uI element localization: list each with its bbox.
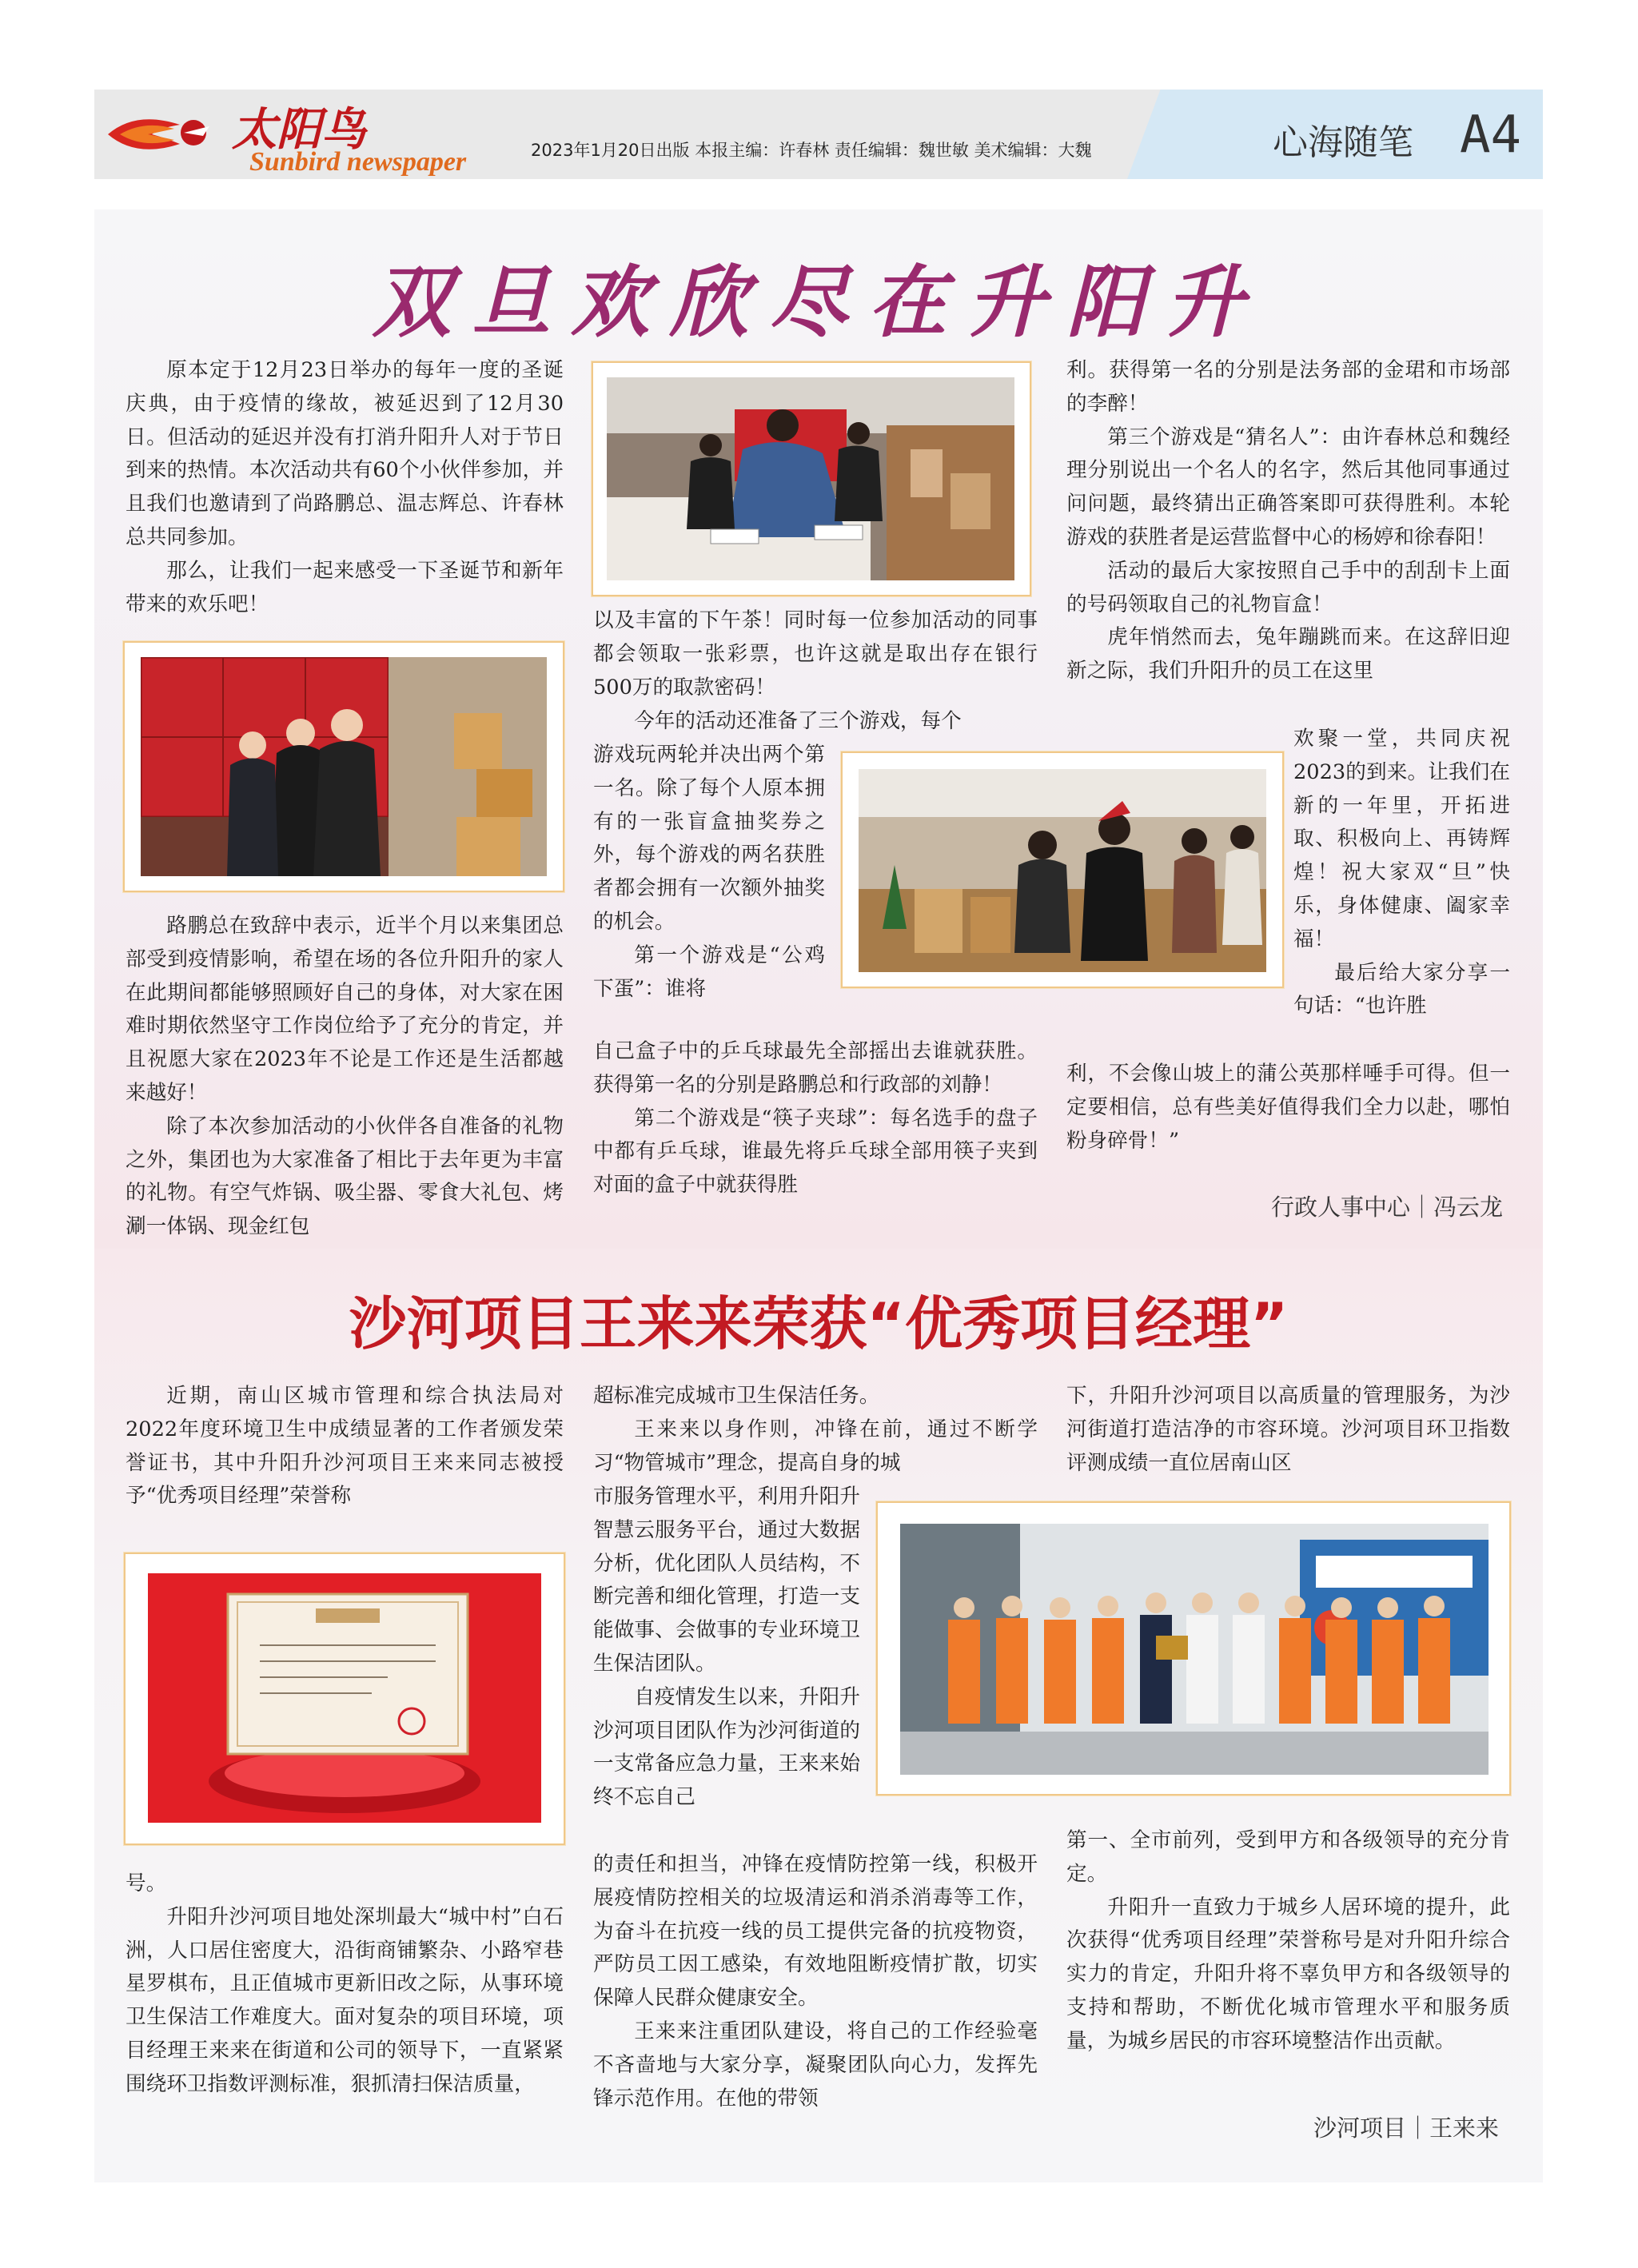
paragraph: 自疫情发生以来，升阳升沙河项目团队作为沙河街道的一支常备应急力量，王来来始终不忘自己 <box>593 1684 860 1810</box>
paragraph: 升阳升沙河项目地处深圳最大“城中村”白石洲，人口居住密度大，沿街商铺繁杂、小路窄巷星罗棋布，且正值城市更新旧改之际，从事环境卫生保洁工作难度大。面对复杂的项目环境，项目经理王来来在街道和公司的领导下，一直紧紧围绕环卫指数评测标准，狠抓清扫保洁质量， <box>126 1904 564 2096</box>
article1-title: 双旦欢欣尽在升阳升 <box>372 257 1265 349</box>
paragraph: 下，升阳升沙河项目以高质量的管理服务，为沙河街道打造洁净的市容环境。沙河项目环卫指数评测成绩一直位居南山区 <box>1066 1384 1510 1475</box>
article2-col1-bottom <box>126 1867 564 2102</box>
sunbird-logo-icon <box>104 102 216 166</box>
logo-chinese-name: 太阳鸟 <box>232 103 366 156</box>
paragraph: 利，不会像山坡上的蒲公英那样唾手可得。但一定要相信，总有些美好值得我们全力以赴，哪怕粉身碎骨！” <box>1066 1062 1510 1153</box>
article1-col3-top <box>1066 354 1510 688</box>
paragraph: 第二个游戏是“筷子夹球”：每名选手的盘子中都有乒乓球，谁最先将乒乓球全部用筷子夹到对面的盒子中就获得胜 <box>593 1106 1038 1198</box>
paragraph: 号。 <box>126 1871 167 1895</box>
paragraph: 市服务管理水平，利用升阳升智慧云服务平台，通过大数据分析，优化团队人员结构，不断完善和细化管理，打造一支能做事、会做事的专业环境卫生保洁团队。 <box>593 1485 860 1676</box>
paragraph: 游戏玩两轮并决出两个第一名。除了每个人原本拥有的一张盲盒抽奖券之外，每个游戏的两名获胜者都会拥有一次额外抽奖的机会。 <box>593 743 825 934</box>
article1-col2-wrap <box>593 739 825 1006</box>
article1-col2-bottom <box>593 1035 1038 1202</box>
paragraph: 王来来注重团队建设，将自己的工作经验毫不吝啬地与大家分享，凝聚团队向心力，发挥先锋示范作用。在他的带领 <box>593 2019 1038 2111</box>
photo-honor-certificate <box>148 1573 541 1823</box>
article2-col3-top <box>1066 1380 1510 1480</box>
article1-byline: 行政人事中心｜冯云龙 <box>1270 1194 1503 1221</box>
paragraph: 利。获得第一名的分别是法务部的金珺和市场部的李醉！ <box>1066 358 1510 416</box>
paragraph: 王来来以身作则，冲锋在前，通过不断学习“物管城市”理念，提高自身的城 <box>593 1417 1038 1475</box>
paragraph: 第一、全市前列，受到甲方和各级领导的充分肯定。 <box>1066 1828 1510 1886</box>
photo-frame <box>592 361 1031 596</box>
paragraph: 除了本次参加活动的小伙伴各自准备的礼物之外，集团也为大家准备了相比于去年更为丰富的礼物。有空气炸锅、吸尘器、零食大礼包、烤涮一体锅、现金红包 <box>126 1114 564 1239</box>
photo-gift-draw <box>859 769 1266 972</box>
paragraph: 最后给大家分享一句话：“也许胜 <box>1293 960 1510 1018</box>
paragraph: 活动的最后大家按照自己手中的刮刮卡上面的号码领取自己的礼物盲盒！ <box>1066 558 1510 616</box>
article1-col3-bottom <box>1066 1058 1510 1158</box>
paragraph: 欢聚一堂，共同庆祝2023的到来。让我们在新的一年里，开拓进取、积极向上、再铸辉煌！祝大家双“旦”快乐，身体健康、阖家幸福！ <box>1293 727 1510 951</box>
article2-col2-bottom <box>593 1848 1038 2115</box>
article2-col3-bottom <box>1066 1824 1510 2059</box>
paragraph: 虎年悄然而去，兔年蹦跳而来。在这辞旧迎新之际，我们升阳升的员工在这里 <box>1066 625 1510 684</box>
paragraph: 升阳升一直致力于城乡人居环境的提升，此次获得“优秀项目经理”荣誉称号是对升阳升综合实力的肯定，升阳升将不辜负甲方和各级领导的支持和帮助，不断优化城市管理水平和服务质量，为城乡居民的市容环境整洁作出贡献。 <box>1066 1895 1510 2053</box>
paragraph: 第一个游戏是“公鸡下蛋”：谁将 <box>593 943 825 1001</box>
photo-frame <box>876 1501 1511 1796</box>
article2-col1-top <box>126 1380 564 1513</box>
article2-col2-top <box>593 1380 1038 1480</box>
article2-title: 沙河项目王来来荣获“优秀项目经理” <box>349 1290 1289 1357</box>
paragraph: 超标准完成城市卫生保洁任务。 <box>593 1384 880 1408</box>
issue-info: 2023年1月20日出版 本报主编：许春林 责任编辑：魏世敏 美术编辑：大魏 <box>531 141 1092 160</box>
paragraph: 近期，南山区城市管理和综合执法局对2022年度环境卫生中成绩显著的工作者颁发荣誉证书，其中升阳升沙河项目王来来同志被授予“优秀项目经理”荣誉称 <box>126 1384 564 1509</box>
photo-frame <box>841 751 1284 988</box>
article1-col3-wrap <box>1293 723 1510 1023</box>
logo-english-name: Sunbird newspaper <box>249 147 467 177</box>
paragraph: 自己盒子中的乒乓球最先全部摇出去谁就获胜。获得第一名的分别是路鹏总和行政部的刘静！ <box>593 1039 1038 1097</box>
article1-col1-bottom <box>126 910 564 1244</box>
photo-game-table <box>607 377 1014 580</box>
paragraph: 以及丰富的下午茶！同时每一位参加活动的同事都会领取一张彩票，也许这就是取出存在银行500万的取款密码！ <box>593 608 1038 700</box>
photo-stage-speakers <box>141 657 547 876</box>
article2-byline: 沙河项目｜王来来 <box>1313 2115 1499 2142</box>
paragraph: 的责任和担当，冲锋在疫情防控第一线，积极开展疫情防控相关的垃圾清运和消杀消毒等工作，为奋斗在抗疫一线的员工提供完备的抗疫物资，严防员工因工感染，有效地阻断疫情扩散，切实保障人民群众健康安全。 <box>593 1852 1038 2011</box>
page-number: A4 <box>1460 106 1522 165</box>
article1-col1-top <box>126 354 564 621</box>
paragraph: 原本定于12月23日举办的每年一度的圣诞庆典，由于疫情的缘故，被延迟到了12月30日。但活动的延迟并没有打消升阳升人对于节日到来的热情。本次活动共有60个小伙伴参加，并且我们也邀请到了尚路鹏总、温志辉总、许春林总共同参加。 <box>126 358 564 549</box>
paragraph: 那么，让我们一起来感受一下圣诞节和新年带来的欢乐吧！ <box>126 558 564 616</box>
article1-col2-cont <box>593 604 1038 704</box>
paragraph: 路鹏总在致辞中表示，近半个月以来集团总部受到疫情影响，希望在场的各位升阳升的家人在此期间都能够照顾好自己的身体，对大家在困难时期依然坚守工作岗位给予了充分的肯定，并且祝愿大家在2023年不论是工作还是生活都越来越好！ <box>126 914 564 1105</box>
article2-col2-wrap <box>593 1481 860 1815</box>
section-name: 心海随笔 <box>1273 122 1413 163</box>
photo-team-group <box>900 1524 1489 1775</box>
article1-col2-intro-line: 今年的活动还准备了三个游戏，每个 <box>634 709 962 733</box>
photo-frame <box>123 641 564 892</box>
photo-frame <box>124 1553 565 1845</box>
paragraph: 第三个游戏是“猜名人”：由许春林总和魏经理分别说出一个名人的名字，然后其他同事通过问问题，最终猜出正确答案即可获得胜利。本轮游戏的获胜者是运营监督中心的杨婷和徐春阳！ <box>1066 425 1510 549</box>
